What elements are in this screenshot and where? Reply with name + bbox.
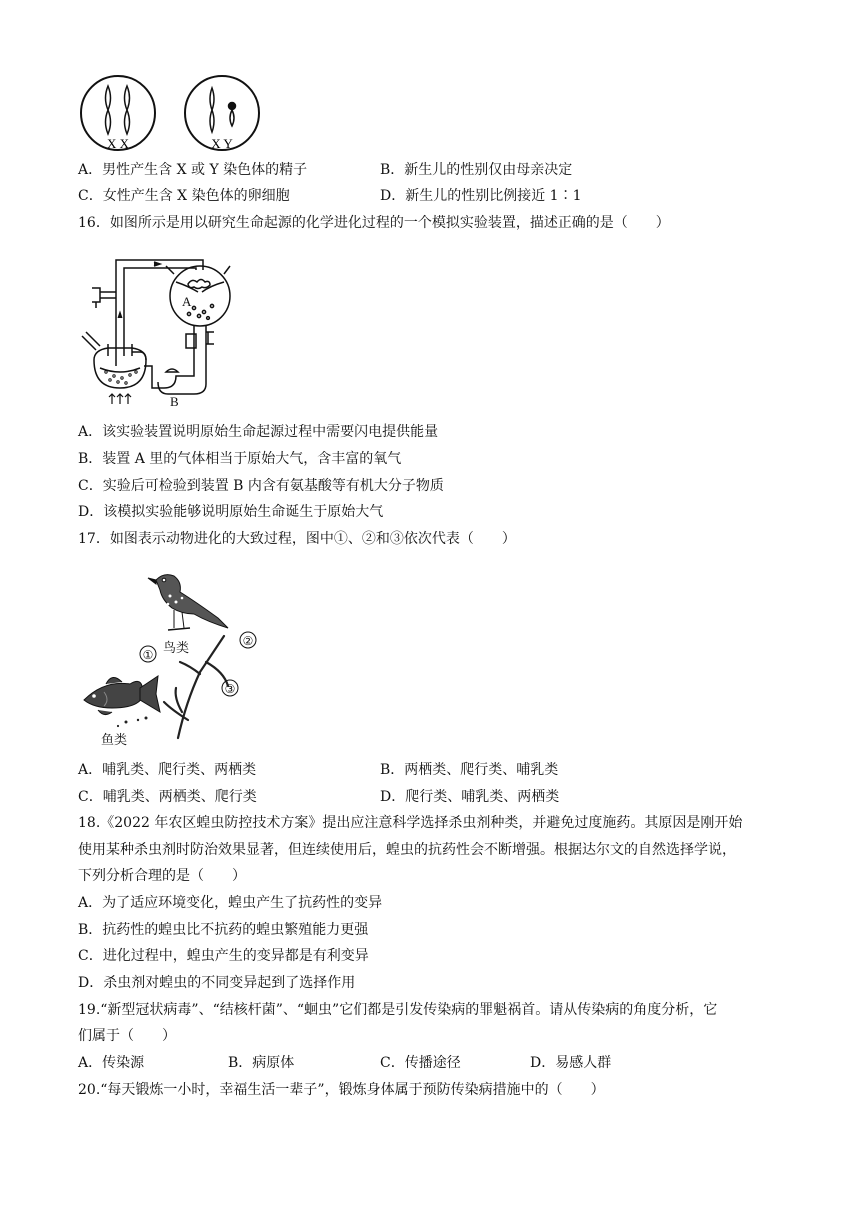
y-chromosome: [229, 103, 236, 127]
q18-option-d: D．杀虫剂对蝗虫的不同变异起到了选择作用: [78, 975, 356, 991]
mark-3: ③: [224, 682, 236, 696]
q15-option-c: C．女性产生含 X 染色体的卵细胞: [78, 188, 290, 204]
bird-label: 鸟类: [162, 640, 190, 655]
q17-stem: 17．如图表示动物进化的大致过程，图中①、②和③依次代表（ ）: [78, 531, 516, 547]
q17-option-d: D．爬行类、哺乳类、两栖类: [380, 789, 560, 805]
fish-illustration: [84, 676, 160, 715]
q16-stem: 16．如图所示是用以研究生命起源的化学进化过程的一个模拟实验装置，描述正确的是（ ）: [78, 215, 670, 231]
q18-stem-line-3: 下列分析合理的是（ ）: [78, 868, 246, 884]
q19-option-c: C．传播途径: [380, 1055, 461, 1071]
q15-option-b: B．新生儿的性别仅由母亲决定: [380, 162, 573, 178]
q18-option-c: C．进化过程中，蝗虫产生的变异都是有利变异: [78, 948, 369, 964]
q18-option-a: A．为了适应环境变化，蝗虫产生了抗药性的变异: [78, 895, 383, 911]
q16-option-c: C．实验后可检验到装置 B 内含有氨基酸等有机大分子物质: [78, 478, 444, 494]
chromosome-figure: [78, 74, 268, 156]
evolution-tree-figure: [78, 562, 258, 756]
miller-apparatus-figure: [78, 248, 238, 412]
q16-option-a: A．该实验装置说明原始生命起源过程中需要闪电提供能量: [78, 424, 439, 440]
q19-option-d: D．易感人群: [530, 1055, 612, 1071]
q15-option-a: A．男性产生含 X 或 Y 染色体的精子: [78, 162, 308, 178]
q20-stem: 20.“每天锻炼一小时，幸福生活一辈子”，锻炼身体属于预防传染病措施中的（ ）: [78, 1082, 605, 1098]
fish-label: 鱼类: [100, 732, 128, 747]
q16-option-d: D．该模拟实验能够说明原始生命诞生于原始大气: [78, 504, 384, 520]
label-a: A: [182, 294, 192, 309]
x-chromosome-3: [210, 88, 214, 132]
q18-stem-line-1: 18.《2022 年农区蝗虫防控技术方案》提出应注意科学选择杀虫剂种类，并避免过度施药。其原因是刚开始: [78, 815, 743, 831]
q18-option-b: B．抗药性的蝗虫比不抗药的蝗虫繁殖能力更强: [78, 922, 369, 938]
q19-stem-line-2: 们属于（ ）: [78, 1028, 176, 1044]
q19-option-a: A．传染源: [78, 1055, 145, 1071]
bird-illustration: [148, 575, 228, 630]
cell1-label: X X: [106, 136, 130, 151]
cell2-label: X Y: [211, 136, 233, 151]
q17-option-b: B．两栖类、爬行类、哺乳类: [380, 762, 559, 778]
mark-1: ①: [142, 648, 154, 662]
q15-option-d: D．新生儿的性别比例接近 1∶1: [380, 188, 582, 204]
q19-option-b: B．病原体: [228, 1055, 295, 1071]
label-b: B: [170, 394, 179, 408]
q17-option-a: A．哺乳类、爬行类、两栖类: [78, 762, 257, 778]
q16-option-b: B．装置 A 里的气体相当于原始大气，含丰富的氧气: [78, 451, 402, 467]
x-chromosome-2: [125, 86, 130, 134]
q18-stem-line-2: 使用某种杀虫剂时防治效果显著，但连续使用后，蝗虫的抗药性会不断增强。根据达尔文的自然选择学说，: [78, 842, 736, 858]
mark-2: ②: [242, 634, 254, 648]
q17-option-c: C．哺乳类、两栖类、爬行类: [78, 789, 257, 805]
q19-stem-line-1: 19.“新型冠状病毒”、“结核杆菌”、“蛔虫”它们都是引发传染病的罪魁祸首。请从传染病的角度分析，它: [78, 1002, 718, 1018]
x-chromosome-1: [106, 86, 111, 134]
